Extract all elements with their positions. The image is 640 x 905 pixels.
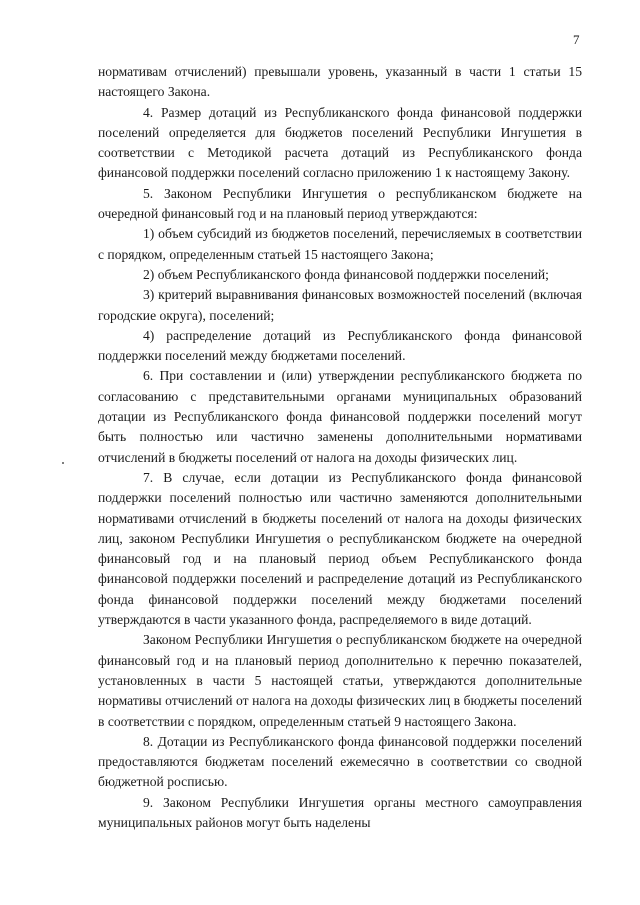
paragraph-5-item-1: 1) объем субсидий из бюджетов поселений, перечисляемых в соответствии с порядком, определенным статьей 15 настоящего Закона; <box>98 226 582 262</box>
paragraph-9: 9. Законом Республики Ингушетия органы местного самоуправления муниципальных районов могут быть наделены <box>98 794 582 830</box>
paragraph-5-item-4: 4) распределение дотаций из Республиканского фонда финансовой поддержки поселений между бюджетами поселений. <box>98 327 582 364</box>
paragraph-8: 8. Дотации из Республиканского фонда финансовой поддержки поселений предоставляются бюджетам поселений ежемесячно в соответствии со сводной бюджетной росписью. <box>98 733 582 790</box>
paragraph-5-item-2: 2) объем Республиканского фонда финансовой поддержки поселений; <box>143 266 549 282</box>
paragraph-6: 6. При составлении и (или) утверждении республиканского бюджета по согласованию с представительными органами муниципальных образований дотации из Республиканского фонда финансовой поддержки поселений могут быть полностью или частично заменены дополнительными нормативами отчислений в бюджеты поселений от налога на доходы физических лиц. <box>98 368 582 465</box>
document-body <box>98 62 582 833</box>
margin-mark <box>62 462 64 464</box>
paragraph-4: 4. Размер дотаций из Республиканского фонда финансовой поддержки поселений определяется для бюджетов поселений Республики Ингушетия в соответствии с Методикой расчета дотаций из Республиканского фонда финансовой поддержки поселений согласно приложению 1 к настоящему Закону. <box>98 104 582 181</box>
paragraph-7-continued: Законом Республики Ингушетия о республиканском бюджете на очередной финансовый год и на плановый период дополнительно к перечню показателей, установленных в части 5 настоящей статьи, утверждаются дополнительные нормативы отчислений от налога на доходы физических лиц в бюджеты поселений в соответствии с порядком, определенным статьей 9 настоящего Закона. <box>98 632 582 729</box>
paragraph-7: 7. В случае, если дотации из Республиканского фонда финансовой поддержки поселений полностью или частично заменяются дополнительными нормативами отчислений в бюджеты поселений от налога на доходы физических лиц, законом Республики Ингушетия о республиканском бюджете на очередной финансовый год и на плановый период объем Республиканского фонда финансовой поддержки поселений и распределение дотаций из Республиканского фонда финансовой поддержки поселений между бюджетами поселений утверждаются в части указанного фонда, распределяемого в виде дотаций. <box>98 469 582 628</box>
paragraph-5: 5. Законом Республики Ингушетия о республиканском бюджете на очередной финансовый год и на плановый период утверждаются: <box>98 185 582 222</box>
paragraph-continuation: нормативам отчислений) превышали уровень, указанный в части 1 статьи 15 настоящего Закона. <box>98 64 582 100</box>
page-number: 7 <box>573 32 580 47</box>
paragraph-5-item-3: 3) критерий выравнивания финансовых возможностей поселений (включая городские округа), поселений; <box>98 287 582 323</box>
